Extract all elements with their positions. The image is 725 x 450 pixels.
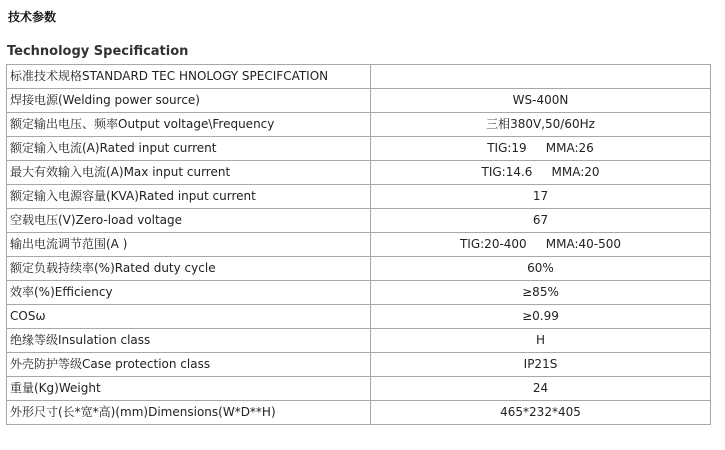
table-row [7,233,711,257]
table-row [7,137,711,161]
spec-value: TIG:14.6 MMA:20 [371,161,711,185]
table-row [7,305,711,329]
spec-label: 额定负载持续率(%)Rated duty cycle [7,257,371,281]
spec-label: 标准技术规格STANDARD TEC HNOLOGY SPECIFCATION [7,65,371,89]
spec-label: 绝缘等级Insulation class [7,329,371,353]
spec-value: ≥0.99 [371,305,711,329]
spec-value: 60% [371,257,711,281]
spec-value: H [371,329,711,353]
spec-label: 效率(%)Efficiency [7,281,371,305]
spec-label: 重量(Kg)Weight [7,377,371,401]
spec-label: COSω [7,305,371,329]
table-row [7,209,711,233]
specification-table [6,64,711,425]
table-row [7,401,711,425]
spec-label: 空载电压(V)Zero-load voltage [7,209,371,233]
table-row [7,89,711,113]
table-row [7,161,711,185]
table-row [7,377,711,401]
section-title-chinese: 技术参数 [8,10,57,24]
spec-value: TIG:20-400 MMA:40-500 [371,233,711,257]
table-row [7,257,711,281]
spec-label: 焊接电源(Welding power source) [7,89,371,113]
spec-value: TIG:19 MMA:26 [371,137,711,161]
spec-label: 外形尺寸(长*宽*高)(mm)Dimensions(W*D**H) [7,401,371,425]
table-row [7,353,711,377]
spec-value: 24 [371,377,711,401]
spec-value: 三相380V,50/60Hz [371,113,711,137]
spec-value: ≥85% [371,281,711,305]
spec-value: 465*232*405 [371,401,711,425]
table-row [7,281,711,305]
table-row [7,113,711,137]
spec-value: WS-400N [371,89,711,113]
table-row [7,65,711,89]
spec-label: 外壳防护等级Case protection class [7,353,371,377]
section-title-english: Technology Specification [7,44,189,59]
spec-label: 输出电流调节范围(A ) [7,233,371,257]
spec-label: 最大有效输入电流(A)Max input current [7,161,371,185]
spec-value: 67 [371,209,711,233]
spec-value: 17 [371,185,711,209]
spec-value: IP21S [371,353,711,377]
spec-label: 额定输入电源容量(KVA)Rated input current [7,185,371,209]
table-row [7,185,711,209]
table-row [7,329,711,353]
spec-label: 额定输出电压、频率Output voltage\Frequency [7,113,371,137]
spec-label: 额定输入电流(A)Rated input current [7,137,371,161]
spec-value [371,65,711,89]
